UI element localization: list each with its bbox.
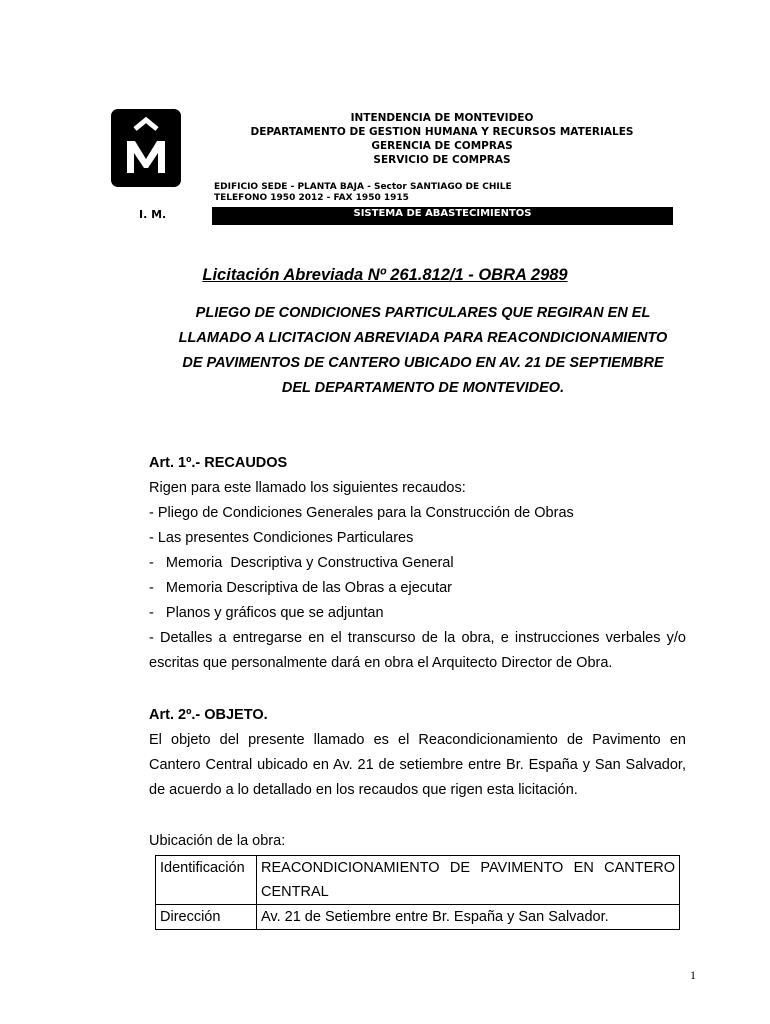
recaudo-item: - Memoria Descriptiva y Constructiva General [149,555,454,571]
document-title: Licitación Abreviada Nº 261.812/1 - OBRA 2989 [202,266,568,284]
im-logo-icon [111,109,181,187]
subtitle-line: LLAMADO A LICITACION ABREVIADA PARA REACONDICIONAMIENTO [178,330,668,346]
logo-caption: I. M. [139,208,167,221]
org-line: SERVICIO DE COMPRAS [373,154,511,166]
location-table [155,855,680,930]
article-2-heading: Art. 2º.- OBJETO. [149,707,268,723]
recaudo-item: - Planos y gráficos que se adjuntan [149,605,384,621]
table-key: Dirección [156,905,257,930]
recaudo-item: - Detalles a entregarse en el transcurso de la obra, e instrucciones verbales y/o escritas que personalmente dará en obra el Arquitecto Director de Obra. [149,630,686,671]
contact-line: TELEFONO 1950 2012 - FAX 1950 1915 [214,193,409,203]
article-1 [149,451,686,676]
table-value: Av. 21 de Setiembre entre Br. España y San Salvador. [257,905,680,930]
article-2 [149,703,686,803]
system-bar: SISTEMA DE ABASTECIMIENTOS [212,207,673,225]
subtitle-line: PLIEGO DE CONDICIONES PARTICULARES QUE REGIRAN EN EL [195,305,651,321]
location-label: Ubicación de la obra: [149,833,286,849]
recaudo-item: - Pliego de Condiciones Generales para la Construcción de Obras [149,505,574,521]
table-row [156,856,680,905]
article-1-heading: Art. 1º.- RECAUDOS [149,455,288,471]
org-line: DEPARTAMENTO DE GESTION HUMANA Y RECURSOS MATERIALES [250,126,634,138]
page-number: 1 [690,968,696,982]
org-line: GERENCIA DE COMPRAS [371,140,513,152]
recaudo-item: - Memoria Descriptiva de las Obras a ejecutar [149,580,452,596]
table-row [156,905,680,930]
document-subtitle [130,301,716,401]
contact-line: EDIFICIO SEDE - PLANTA BAJA - Sector SANTIAGO DE CHILE [214,182,512,192]
org-line: INTENDENCIA DE MONTEVIDEO [350,112,534,124]
table-value: REACONDICIONAMIENTO DE PAVIMENTO EN CANTERO CENTRAL [257,856,680,905]
table-key: Identificación [156,856,257,905]
subtitle-line: DE PAVIMENTOS DE CANTERO UBICADO EN AV. 21 DE SEPTIEMBRE [182,355,664,371]
contact-info [214,182,512,204]
article-2-text: El objeto del presente llamado es el Reacondicionamiento de Pavimento en Cantero Central ubicado en Av. 21 de setiembre entre Br. España y San Salvador, de acuerdo a lo detallado en los recaudos que rigen esta licitación. [149,732,686,798]
recaudo-item: - Las presentes Condiciones Particulares [149,530,414,546]
article-1-intro: Rigen para este llamado los siguientes recaudos: [149,480,466,496]
subtitle-line: DEL DEPARTAMENTO DE MONTEVIDEO. [281,380,565,396]
organization-header [212,111,672,167]
